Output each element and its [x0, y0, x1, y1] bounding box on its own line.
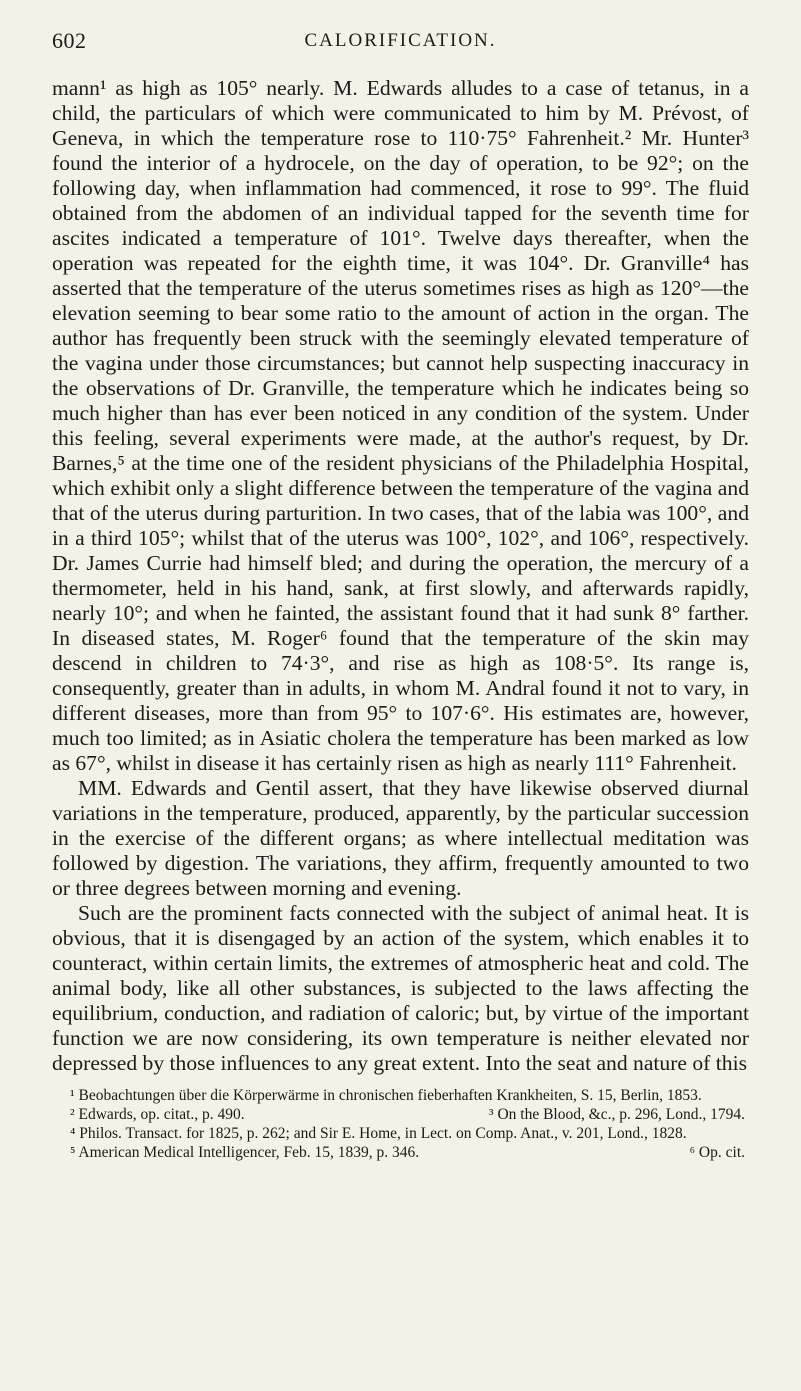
page-header: [52, 28, 749, 64]
footnote-4: ⁴ Philos. Transact. for 1825, p. 262; and Sir E. Home, in Lect. on Comp. Anat., v. 201, Lond., 1828.: [70, 1125, 687, 1142]
footnote-5: ⁵ American Medical Intelligencer, Feb. 15, 1839, p. 346.: [70, 1144, 420, 1161]
footnote-6: ⁶ Op. cit.: [689, 1144, 745, 1161]
running-head: CALORIFICATION.: [304, 30, 497, 51]
footnote-3: ³ On the Blood, &c., p. 296, Lond., 1794.: [488, 1106, 745, 1123]
footnote-row-2-3: [52, 1105, 749, 1124]
footnote-row-5-6: [52, 1143, 749, 1162]
footnotes: [52, 1086, 749, 1162]
paragraph-1: mann¹ as high as 105° nearly. M. Edwards alludes to a case of tetanus, in a child, the particulars of which were communicated to him by M. Prévost, of Geneva, in which the temperature rose to 110·75° Fahrenheit.² Mr. Hunter³ found the interior of a hydrocele, on the day of operation, to be 92°; on the following day, when inflammation had commenced, it rose to 99°. The fluid obtained from the abdomen of an individual tapped for the seventh time for ascites indicated a temperature of 101°. Twelve days thereafter, when the operation was repeated for the eighth time, it was 104°. Dr. Granville⁴ has asserted that the temperature of the uterus sometimes rises as high as 120°—the elevation seeming to bear some ratio to the amount of action in the organ. The author has frequently been struck with the seemingly elevated temperature of the vagina under those circumstances; but cannot help suspecting inaccuracy in the observations of Dr. Granville, the temperature which he indicates being so much higher than has ever been noticed in any condition of the system. Under this feeling, several experiments were made, at the author's request, by Dr. Barnes,⁵ at the time one of the resident physicians of the Philadelphia Hospital, which exhibit only a slight difference between the temperature of the vagina and that of the uterus during parturition. In two cases, that of the labia was 100°, and in a third 105°; whilst that of the uterus was 100°, 102°, and 106°, respectively. Dr. James Currie had himself bled; and during the operation, the mercury of a thermometer, held in his hand, sank, at first slowly, and afterwards rapidly, nearly 10°; and when he fainted, the assistant found that it had sunk 8° farther. In diseased states, M. Roger⁶ found that the temperature of the skin may descend in children to 74·3°, and rise as high as 108·5°. Its range is, consequently, greater than in adults, in whom M. Andral found it not to vary, in different diseases, more than from 95° to 107·6°. His estimates are, however, much too limited; as in Asiatic cholera the temperature has been marked as low as 67°, whilst in disease it has certainly risen as high as nearly 111° Fahrenheit.: [52, 76, 749, 775]
paragraph-2: MM. Edwards and Gentil assert, that they have likewise observed diurnal variations in the temperature, produced, apparently, by the particular succession in the exercise of the different organs; as where intellectual meditation was followed by digestion. The variations, they affirm, frequently amounted to two or three degrees between morning and evening.: [52, 776, 749, 900]
paragraph-3: Such are the prominent facts connected with the subject of animal heat. It is obvious, that it is disengaged by an action of the system, which enables it to counteract, within certain limits, the extremes of atmospheric heat and cold. The animal body, like all other substances, is subjected to the laws affecting the equilibrium, conduction, and radiation of caloric; but, by virtue of the important function we are now considering, its own temperature is neither elevated nor depressed by those influences to any great extent. Into the seat and nature of this: [52, 901, 749, 1075]
footnote-1: ¹ Beobachtungen über die Körperwärme in chronischen fieberhaften Krankheiten, S. 15, Berlin, 1853.: [70, 1087, 702, 1104]
footnote-2: ² Edwards, op. citat., p. 490.: [70, 1106, 245, 1123]
body-text: [52, 76, 749, 1076]
page-number: 602: [52, 28, 87, 53]
